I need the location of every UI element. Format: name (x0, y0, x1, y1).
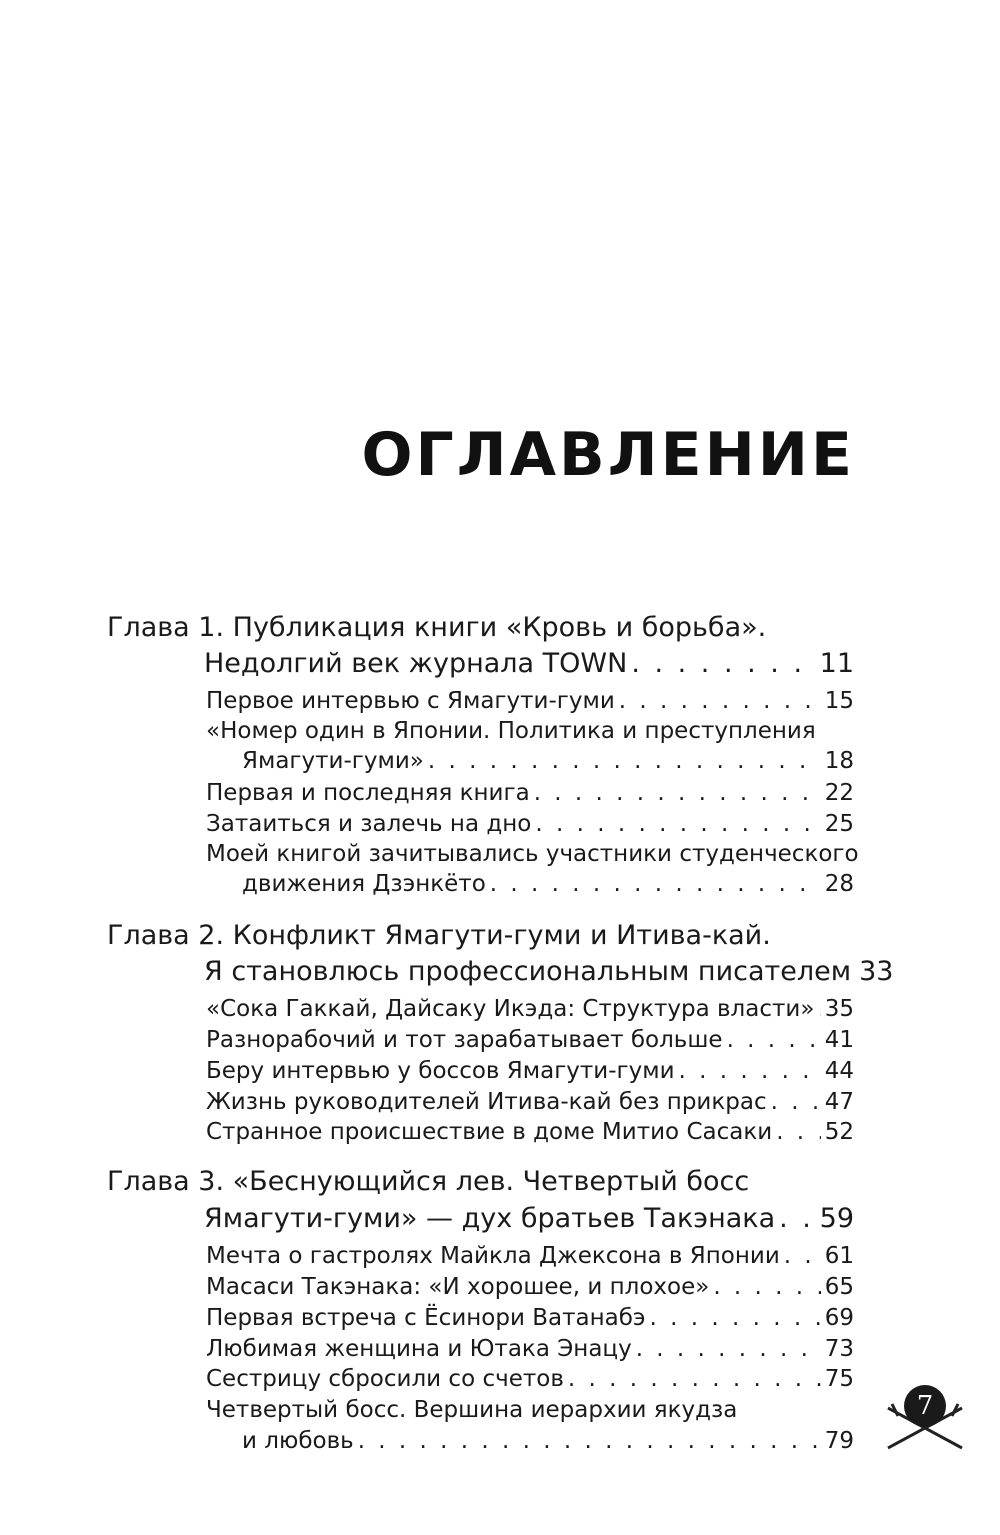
toc-entry[interactable] (242, 748, 854, 774)
toc-entry[interactable] (204, 956, 894, 987)
section-title: Первая встреча с Ёсинори Ватанабэ (206, 1305, 646, 1331)
page-number: 28 (824, 871, 854, 897)
section-title-cont: Ямагути-гуми» (242, 748, 424, 774)
toc-entry[interactable] (206, 1336, 854, 1362)
dot-leader (619, 688, 821, 714)
dot-leader (818, 996, 820, 1022)
dot-leader (771, 1089, 821, 1115)
chapter-label: Глава 2. Конфликт Ямагути-гуми и Итива-кай. (107, 920, 771, 951)
section-title: Странное происшествие в доме Митио Сасаки (206, 1119, 773, 1145)
dot-leader (636, 1336, 821, 1362)
toc-entry[interactable] (206, 1058, 854, 1084)
page-title: ОГЛАВЛЕНИЕ (361, 420, 855, 490)
chapter-title: Ямагути-гуми» — дух братьев Такэнака (204, 1203, 776, 1234)
page-number: 33 (859, 956, 894, 987)
toc-entry[interactable] (206, 688, 854, 714)
section-title: Любимая женщина и Ютака Энацу (206, 1336, 632, 1362)
dot-leader (490, 871, 821, 897)
dot-leader (727, 1027, 821, 1053)
page-number: 41 (824, 1027, 854, 1053)
page-number-badge: 7 (916, 1391, 934, 1421)
section-title: Первая и последняя книга (206, 780, 530, 806)
section-title: «Сока Гаккай, Дайсаку Икэда: Структура власти» (206, 996, 815, 1022)
section-title: Беру интервью у боссов Ямагути-гуми (206, 1058, 675, 1084)
dot-leader (534, 780, 821, 806)
toc-entry[interactable] (242, 871, 854, 897)
page-number: 18 (824, 748, 854, 774)
toc-entry[interactable] (242, 1428, 854, 1454)
page-number: 52 (824, 1119, 854, 1145)
chapter-heading (107, 612, 766, 643)
chapter-heading (107, 920, 771, 951)
section-title: Четвертый босс. Вершина иерархии якудза (206, 1397, 738, 1423)
page-number: 79 (824, 1428, 854, 1454)
page-number: 69 (824, 1305, 854, 1331)
toc-entry[interactable] (206, 996, 854, 1022)
toc-entry[interactable] (206, 1089, 854, 1115)
page-number: 44 (824, 1058, 854, 1084)
dot-leader (779, 1203, 816, 1234)
toc-entry[interactable] (206, 1305, 854, 1331)
toc-entry[interactable] (204, 1203, 854, 1234)
section-title: Моей книгой зачитывались участники студенческого (206, 841, 859, 867)
toc-entry[interactable] (206, 1274, 854, 1300)
dot-leader (713, 1274, 820, 1300)
chapter-title: Недолгий век журнала TOWN (204, 648, 628, 679)
page-number: 15 (824, 688, 854, 714)
toc-entry[interactable] (206, 811, 854, 837)
page-number: 47 (824, 1089, 854, 1115)
page-number: 73 (824, 1336, 854, 1362)
page-number: 75 (824, 1366, 854, 1392)
chapter-label: Глава 3. «Беснующийся лев. Четвертый босс (107, 1166, 750, 1197)
dot-leader (428, 748, 821, 774)
section-title: «Номер один в Японии. Политика и преступления (206, 718, 816, 744)
dot-leader (776, 1119, 821, 1145)
toc-entry[interactable] (206, 780, 854, 806)
section-title: Разнорабочий и тот зарабатывает больше (206, 1027, 723, 1053)
chapter-heading (107, 1166, 749, 1197)
toc-entry[interactable] (206, 1243, 854, 1269)
section-title-cont: и любовь (242, 1428, 354, 1454)
toc-entry[interactable] (206, 1366, 854, 1392)
section-title: Затаиться и залечь на дно (206, 811, 532, 837)
page-number: 61 (824, 1243, 854, 1269)
dot-leader (358, 1428, 821, 1454)
dot-leader (535, 811, 820, 837)
dot-leader (650, 1305, 821, 1331)
page-number: 59 (819, 1203, 854, 1234)
chapter-label: Глава 1. Публикация книги «Кровь и борьба». (107, 612, 767, 643)
page-number: 65 (824, 1274, 854, 1300)
section-title-cont: движения Дзэнкёто (242, 871, 486, 897)
toc-entry-start[interactable] (206, 841, 859, 867)
dot-leader (679, 1058, 821, 1084)
toc-entry[interactable] (204, 648, 854, 679)
section-title: Жизнь руководителей Итива-кай без прикрас (206, 1089, 767, 1115)
page-number: 35 (824, 996, 854, 1022)
toc-entry[interactable] (206, 1119, 854, 1145)
toc-entry-start[interactable] (206, 718, 816, 744)
dot-leader (568, 1366, 821, 1392)
toc-entry-start[interactable] (206, 1397, 737, 1423)
toc-entry[interactable] (206, 1027, 854, 1053)
page-number: 22 (824, 780, 854, 806)
section-title: Первое интервью с Ямагути-гуми (206, 688, 615, 714)
page-number: 11 (819, 648, 854, 679)
page-number: 25 (824, 811, 854, 837)
section-title: Мечта о гастролях Майкла Джексона в Японии (206, 1243, 780, 1269)
chapter-title: Я становлюсь профессиональным писателем (204, 956, 852, 987)
section-title: Масаси Такэнака: «И хорошее, и плохое» (206, 1274, 710, 1300)
dot-leader (784, 1243, 821, 1269)
dot-leader (631, 648, 815, 679)
section-title: Сестрицу сбросили со счетов (206, 1366, 564, 1392)
